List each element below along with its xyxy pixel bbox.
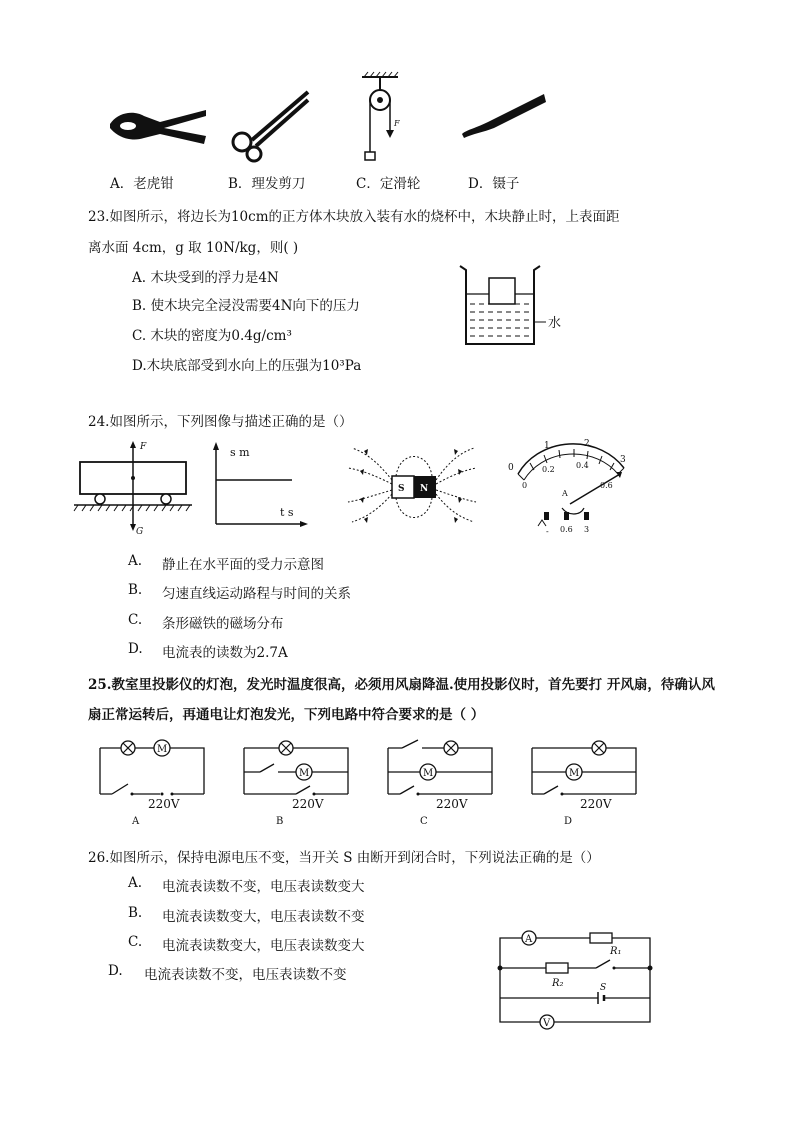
q24-option-b-letter: B. (128, 582, 143, 598)
q26-option-d-text: 电流表读数不变，电压表读数不变 (144, 967, 347, 983)
circuit-a-voltage: 220V (148, 797, 180, 811)
q26-option-c-letter: C. (128, 934, 143, 950)
circuit-c-voltage: 220V (436, 797, 468, 811)
dial-upper-tick-3: 3 (620, 455, 626, 465)
distance-time-graph (206, 440, 310, 530)
q23-stem-line1: 23.如图所示，将边长为10cm的正方体木块放入装有水的烧杯中，木块静止时，上表面距 (88, 209, 620, 225)
q26-option-b-letter: B. (128, 905, 143, 921)
q22-option-d: D．镊子 (468, 176, 520, 192)
circuit-a (96, 734, 208, 829)
dial-a-label: A (562, 489, 568, 498)
beaker-figure (458, 264, 568, 348)
dial-lower-tick-0: 0 (522, 481, 528, 490)
q26-circuit-figure (496, 924, 654, 1032)
q26-option-c-text: 电流表读数变大，电压表读数变大 (162, 938, 365, 954)
q24-option-c-text: 条形磁铁的磁场分布 (162, 616, 284, 632)
dial-terminal-3: 3 (584, 525, 590, 534)
dial-upper-tick-1: 1 (544, 441, 550, 451)
dial-terminal-06: 0.6 (560, 525, 573, 534)
magnet-n-label: N (420, 484, 429, 494)
fixed-pulley-image (360, 74, 400, 164)
circuit-d-voltage: 220V (580, 797, 612, 811)
graph-x-label: t s (280, 506, 294, 519)
circuit-b-letter: B (276, 816, 284, 827)
ammeter-dial-figure (504, 436, 634, 536)
bar-magnet-field-figure (346, 440, 476, 526)
dial-upper-tick-2: 2 (584, 439, 590, 449)
q24-stem: 24.如图所示，下列图像与描述正确的是（） (88, 414, 353, 430)
q24-option-d-letter: D. (128, 641, 143, 657)
force-f-label: F (140, 442, 147, 452)
circuit-b (240, 734, 352, 829)
q26-option-a-letter: A. (128, 875, 143, 891)
circuit-c (384, 734, 496, 829)
q23-stem-line2: 离水面 4cm，g 取 10N/kg，则( ) (88, 240, 299, 256)
q24-option-c-letter: C. (128, 612, 143, 628)
r1-label: R₁ (610, 946, 622, 957)
q23-option-a: A. 木块受到的浮力是4N (132, 270, 279, 286)
graph-y-label: s m (230, 446, 250, 459)
q24-option-d-text: 电流表的读数为2.7A (162, 645, 288, 661)
q22-option-b: B．理发剪刀 (228, 176, 306, 192)
circuit-b-voltage: 220V (292, 797, 324, 811)
q23-option-b: B. 使木块完全浸没需要4N向下的压力 (132, 298, 360, 314)
dial-lower-tick-3: 0.6 (600, 481, 613, 490)
q26-option-d-letter: D. (108, 963, 123, 979)
circuit-c-motor: M (423, 768, 434, 779)
circuit-d (528, 734, 640, 829)
circuit-d-motor: M (569, 768, 580, 779)
tweezers-image (458, 92, 548, 142)
q24-option-a-text: 静止在水平面的受力示意图 (162, 557, 324, 573)
dial-upper-zero: 0 (508, 463, 514, 473)
circuit-b-motor: M (299, 768, 310, 779)
dial-minus-label: - (546, 527, 549, 536)
q22-option-a: A．老虎钳 (110, 176, 174, 192)
q26-option-b-text: 电流表读数变大，电压表读数不变 (162, 909, 365, 925)
switch-s-label: S (600, 983, 607, 993)
r2-label: R₂ (552, 978, 564, 989)
q23-option-c: C. 木块的密度为0.4g/cm³ (132, 328, 292, 344)
circuit-c-letter: C (420, 816, 428, 827)
q25-stem-line2: 扇正常运转后，再通电让灯泡发光，下列电路中符合要求的是（ ） (88, 707, 485, 723)
pulley-force-label: F (394, 119, 400, 128)
q26-stem: 26.如图所示，保持电源电压不变，当开关 S 由断开到闭合时，下列说法正确的是（） (88, 850, 600, 866)
dial-lower-tick-1: 0.2 (542, 465, 555, 474)
magnet-s-label: S (398, 484, 405, 494)
force-g-label: G (136, 527, 144, 537)
dial-lower-tick-2: 0.4 (576, 461, 589, 470)
circuit-a-motor: M (157, 744, 168, 755)
scissors-image (222, 90, 312, 162)
water-label: 水 (548, 316, 562, 331)
circuit-a-letter: A (132, 816, 140, 827)
q25-stem-line1: 25.教室里投影仪的灯泡，发光时温度很高，必须用风扇降温.使用投影仪时，首先要打 开风扇，待确认风 (88, 677, 715, 693)
q23-option-d: D.木块底部受到水向上的压强为10³Pa (132, 358, 362, 374)
q22-option-c: C．定滑轮 (356, 176, 421, 192)
circuit-d-letter: D (564, 816, 573, 827)
q26-option-a-text: 电流表读数不变，电压表读数变大 (162, 879, 365, 895)
pliers-image (108, 98, 208, 148)
q24-option-a-letter: A. (128, 553, 143, 569)
q24-option-b-text: 匀速直线运动路程与时间的关系 (162, 586, 351, 602)
cart-force-figure (74, 440, 194, 536)
ammeter-label: A (525, 934, 533, 945)
voltmeter-label: V (543, 1018, 551, 1029)
